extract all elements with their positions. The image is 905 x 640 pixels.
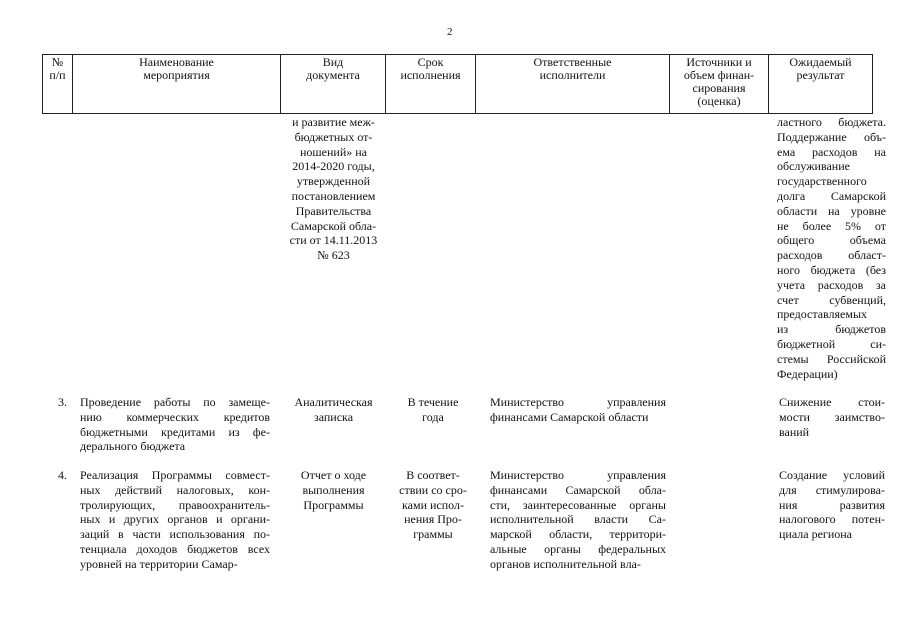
row-3-deadline: В течение года <box>407 395 459 424</box>
continued-doc-type: и развитие меж- бюджетных от- ношений» на 2014-2020 годы, утвержденной постановлением Правительства Самарской обла- сти от 14.11.2013 № 623 <box>289 115 378 263</box>
row-3-executors: Министерство управления финансами Самарской области <box>490 395 666 424</box>
header-doc-type: Вид документа <box>281 55 386 113</box>
row-3-doc-type: Аналитическая записка <box>294 395 373 424</box>
row-3-name: Проведение работы по замеще- нию коммерческих кредитов бюджетными кредитами из фе- дерального бюджета <box>80 395 270 454</box>
row-3-number: 3. <box>58 395 67 409</box>
header-name: Наименование мероприятия <box>73 55 281 113</box>
row-4-doc-type: Отчет о ходе выполнения Программы <box>300 468 367 512</box>
header-executors: Ответственные исполнители <box>476 55 670 113</box>
row-3-result: Снижение стои- мости заимство- ваний <box>779 395 885 439</box>
header-sources: Источники и объем финан- сирования (оценка) <box>670 55 769 113</box>
page-number: 2 <box>447 26 453 38</box>
row-4-deadline: В соответ- ствии со сро- ками испол- нения Про- граммы <box>399 468 467 542</box>
header-num: № п/п <box>43 55 73 113</box>
header-result: Ожидаемый результат <box>789 55 852 82</box>
row-4-result: Создание условий для стимулирова- ния развития налогового потен- циала региона <box>779 468 885 542</box>
continued-result: ластного бюджета. Поддержание объ- ема расходов на обслуживание государственного долга Самарской области на уровне не более 5% от общего объема расходов област- ного бюджета (без учета расходов за счет субвенций, предоставляемых из бюджетов бюджетной си- стемы Российской Федерации) <box>777 115 886 381</box>
row-4-executors: Министерство управления финансами Самарской обла- сти, заинтересованные органы исполнительной власти Са- марской области, территори- альные органы федеральных органов исполнительной вла- <box>490 468 666 571</box>
row-4-number: 4. <box>58 468 67 482</box>
header-deadline: Срок исполнения <box>386 55 476 113</box>
row-4-name: Реализация Программы совмест- ных действий налоговых, кон- тролирующих, правоохранитель- ных и других органов и органи- заций в части использования по- тенциала доходов бюджетов всех уровней на территории Самар- <box>80 468 270 571</box>
table-header <box>42 54 873 114</box>
